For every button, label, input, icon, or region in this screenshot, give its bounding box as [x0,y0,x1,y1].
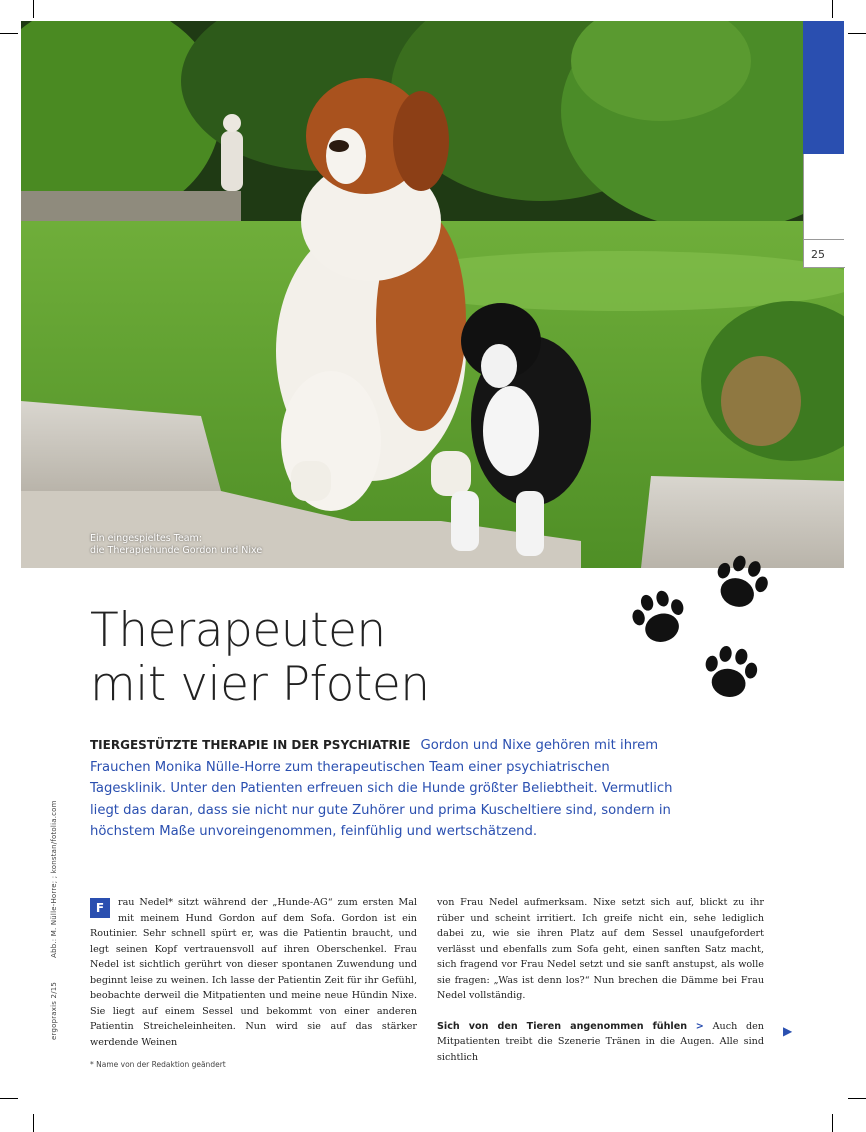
crop-mark [33,1114,34,1132]
subheading-arrow-icon: > [695,1020,704,1032]
article-kicker: TIERGESTÜTZTE THERAPIE IN DER PSYCHIATRIE [90,738,411,752]
title-line-2: mit vier Pfoten [90,657,430,712]
caption-line-2: die Therapiehunde Gordon und Nixe [90,545,263,556]
hero-photo [21,21,844,568]
crop-mark [832,0,833,18]
body-text-2: von Frau Nedel aufmerksam. Nixe setzt sich auf, blickt zu ihr rüber und scheint irritiert. Ich greife nicht ein, sehe lediglich dabei zu, wie sie ihren Platz auf dem Sessel unaufgefordert verlässt und ebenfalls zum Sofa geht, einen sanften Satz macht, sich fragend vor Frau Nedel setzt und sie sanft anstupst, als wolle sie fragen: „Was ist denn los?“ Nun brechen die Dämme bei Frau Nedel vollständig. [437,897,764,1001]
crop-mark [0,33,18,34]
footnote: * Name von der Redaktion geändert [90,1060,226,1069]
article-title [90,604,430,712]
crop-mark [832,1114,833,1132]
crop-mark [33,0,34,18]
caption-line-1: Ein eingespieltes Team: [90,533,203,544]
article-lead [90,735,680,843]
dropcap: F [90,898,110,918]
paw-prints-icon [625,540,785,720]
photo-caption [90,533,262,557]
body-text-3: Auch den Mitpatienten treibt die Szenerie Tränen in die Augen. Alle sind sichtlich [437,1020,764,1063]
body-column-2 [437,895,764,1065]
issue-label: ergopraxis 2/15 [50,981,58,1040]
title-line-1: Therapeuten [90,603,386,658]
crop-mark [0,1098,18,1099]
body-column-1 [90,895,417,1050]
body-text-1: rau Nedel* sitzt während der „Hunde-AG“ zum ersten Mal mit meinem Hund Gordon auf dem Sofa. Gordon ist ein Routinier. Sehr schnell spürt er, was die Patientin braucht, und legt seinen Kopf vertrauensvoll auf ihren Oberschenkel. Frau Nedel ist sichtlich gerührt von dieser spontanen Zuwendung und beginnt leise zu weinen. Ich lasse der Patientin Zeit für ihr Gefühl, beobachte derweil die Mitpatienten und meine neue Hündin Nixe. Sie liegt auf einem Sessel und bekommt von einer anderen Patientin Streicheleinheiten. Nun wird sie auf das stärker werdende Weinen [90,897,417,1048]
crop-mark [848,33,866,34]
subheading: Sich von den Tieren angenommen fühlen [437,1020,688,1032]
continue-arrow-icon: ▶ [783,1024,793,1038]
side-credit [50,776,58,1040]
image-credit: Abb.: M. Nülle-Horre; ; konstan/fotolia.com [50,800,58,958]
page-number: 25 [803,239,844,267]
section-color-tab [803,21,844,154]
lead-text: Gordon und Nixe gehören mit ihrem Frauchen Monika Nülle-Horre zum therapeutischen Team einer psychiatrischen Tagesklinik. Unter den Patienten erfreuen sich die Hunde größter Beliebtheit. Vermutlich liegt das daran, dass sie nicht nur gute Zuhörer und prima Kuscheltiere sind, sondern in höchstem Maße unvoreingenommen, feinfühlig und wertschätzend. [90,738,673,839]
crop-mark [848,1098,866,1099]
